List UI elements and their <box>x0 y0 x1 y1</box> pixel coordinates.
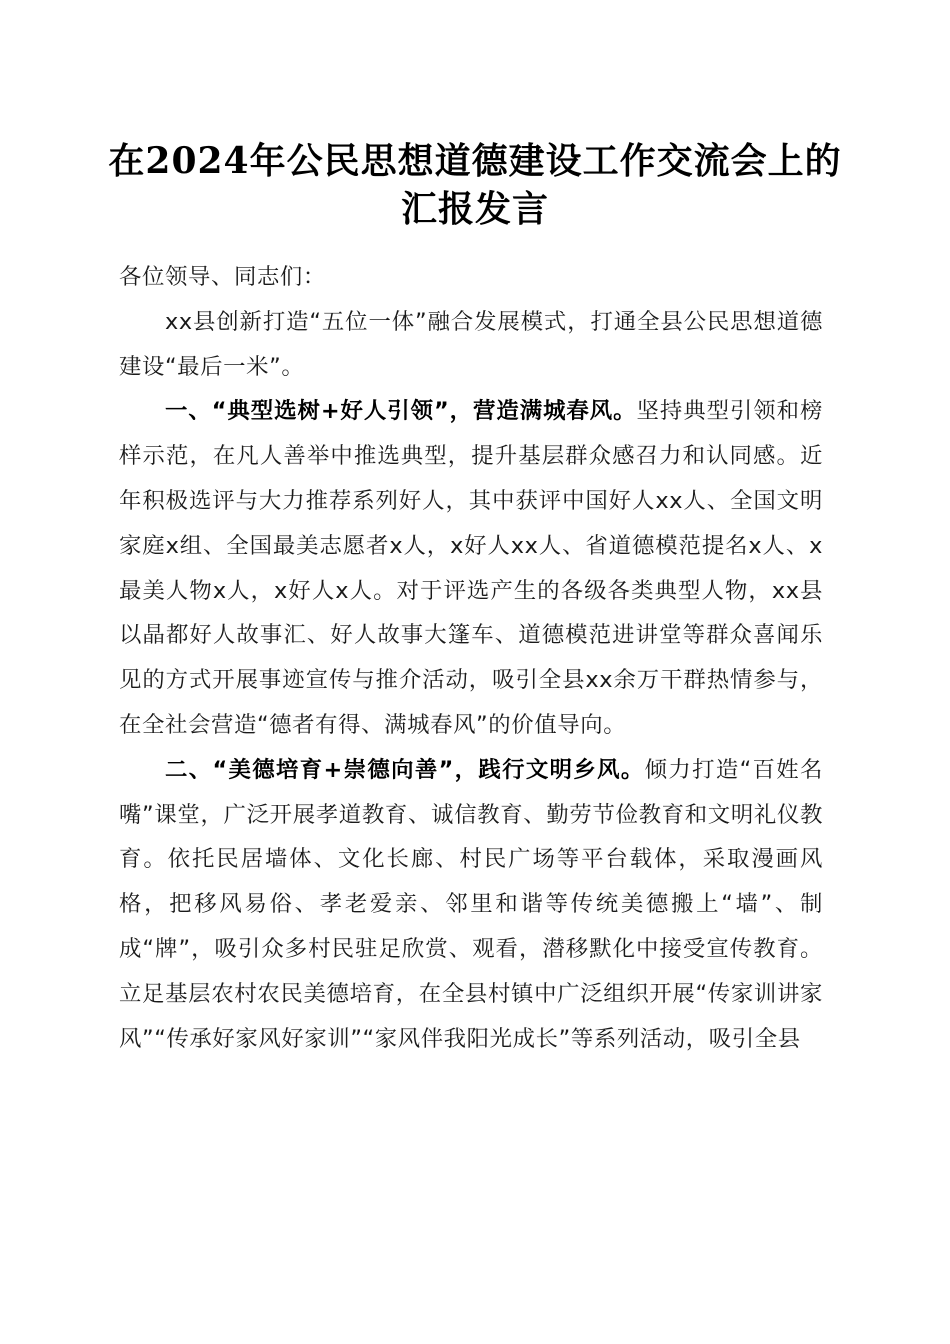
document-title <box>80 137 870 233</box>
section-1-body: 坚持典型引领和榜样示范，在凡人善举中推选典型，提升基层群众感召力和认同感。近年积极选评与大力推荐系列好人，其中获评中国好人xx人、全国文明家庭x组、全国最美志愿者x人，x好人xx人、省道德模范提名x人、x最美人物x人，x好人x人。对于评选产生的各级各类典型人物，xx县以晶都好人故事汇、好人故事大篷车、道德模范进讲堂等群众喜闻乐见的方式开展事迹宣传与推介活动，吸引全县xx余万干群热情参与，在全社会营造“德者有得、满城春风”的价值导向。 <box>119 398 823 738</box>
document-body <box>119 255 823 1061</box>
section-1-heading: 一、“典型选树+好人引领”，营造满城春风。 <box>165 398 637 425</box>
section-1-paragraph <box>119 389 823 747</box>
section-2-body: 倾力打造“百姓名嘴”课堂，广泛开展孝道教育、诚信教育、勤劳节俭教育和文明礼仪教育。依托民居墙体、文化长廊、村民广场等平台载体，采取漫画风格，把移风易俗、孝老爱亲、邻里和谐等传统美德搬上“墙”、制成“牌”，吸引众多村民驻足欣赏、观看，潜移默化中接受宣传教育。立足基层农村农民美德培育，在全县村镇中广泛组织开展“传家训讲家风”“传承好家风好家训”“家风伴我阳光成长”等系列活动，吸引全县 <box>119 756 824 1052</box>
section-2-heading: 二、“美德培育+崇德向善”，践行文明乡风。 <box>165 756 645 783</box>
salutation: 各位领导、同志们： <box>119 264 326 290</box>
intro-paragraph: xx县创新打造“五位一体”融合发展模式，打通全县公民思想道德建设“最后一米”。 <box>119 308 823 380</box>
title-line-1: 在2024年公民思想道德建设工作交流会上的 <box>108 140 842 182</box>
title-line-2: 汇报发言 <box>400 188 549 230</box>
section-2-paragraph <box>119 748 823 1062</box>
